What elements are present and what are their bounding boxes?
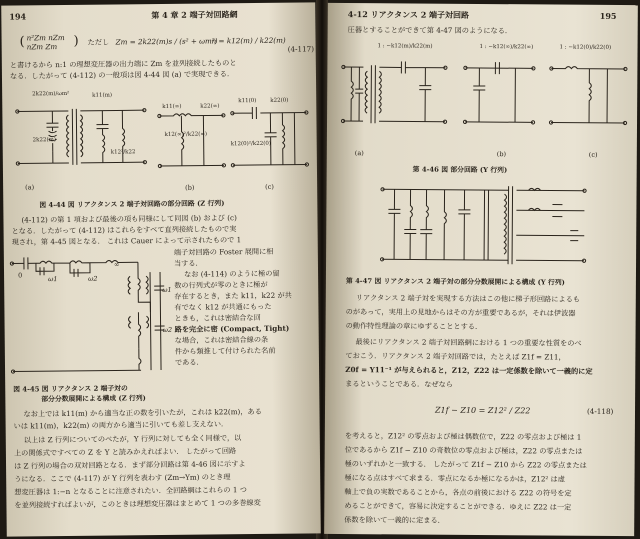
fig-4-46-label-a: (a) bbox=[354, 149, 364, 158]
right-page-number: 195 bbox=[599, 10, 617, 21]
matrix-row-1: n²Zm nZm bbox=[26, 32, 65, 43]
left-para1-line2: なる．したがって (4-112) の一般項は図 4-44 図 (a) で実現できる． bbox=[9, 69, 235, 81]
fig-4-45-caption-1: 図 4-45 図 リアクタンス 2 端子対の bbox=[13, 384, 128, 394]
fig-4-44-label-c: (c) bbox=[265, 182, 274, 191]
fig-4-46-label-b: (b) bbox=[496, 150, 507, 159]
right-page: 4-12 リアクタンス 2 端子対回路 195 圧器とすることができて第 4-47 図のようになる． 1 : −k12(m)/k22(m) 1 : −k12(∞)/k22(∞) 1 : −k12(0)/k22(0) (a) (b) (c) 第 4-46 図 部分回路 (Y 行列) 第 4-47 図 リアクタンス 2 端子対の部分分数展開による構成 (Y 行列) リアクタンス 2 端子対を実現する方法はこの他に梯子形回路によるも のがあって，実用上の見地からはその方が重要であるが，それは伊波器 の動作特性理論の章にゆずることとする． 最後にリアクタンス 2 端子対回路網における 1 つの重要な性質をのべ ておこう．リアクタンス 2 端子対回路では，たとえば Z1f = Z11， Z0f = Y11⁻¹ が与えられると，Z12，Z22 は一定係数を除いて一義的に定 まるということである．なぜなら Z1f − Z10 = Z12² / Z22 (4-118) を考えると，Z12² の零点および極は偶数位で，Z22 の零点および極は 1 位であるから Z1f − Z10 の奇数位の零点および極は，Z22 の零点または 極のいずれかと一致する． したがって Z1f − Z10 から Z22 の零点または 極になる点はすべて求まる．零点になるか極になるかは，Z12² は虚 軸上で負の実数であることから，各点の前後における Z22 の符号を定 めることができて，容易に決定することができる．ゆえに Z22 は一定 係数を除いて一義的に定まる． bbox=[324, 3, 638, 536]
n-definition: n = k12(m) / k22(m) bbox=[211, 35, 286, 46]
fig-4-44-label-b: (b) bbox=[185, 183, 195, 192]
circuit-4-45 bbox=[10, 252, 171, 378]
figure-4-46: 1 : −k12(m)/k22(m) 1 : −k12(∞)/k22(∞) 1 : −k12(0)/k22(0) (a) (b) (c) 第 4-46 図 部分回路 (Y 行列) bbox=[328, 3, 638, 5]
circuit-4-46a bbox=[341, 59, 452, 136]
left-para1-line1: と書けるから n:1 の理想変圧器の出力端に Zm を並列接続したものと bbox=[9, 58, 237, 70]
fig-4-47-caption: 第 4-47 図 リアクタンス 2 端子対の部分分数展開による構成 (Y 行列) bbox=[345, 277, 565, 287]
figure-4-45: 0 ω1 ω2 ∞ ω1 ω2 図 4-45 図 リアクタンス 2 端子対の 部分分数展開による構成 (Z 行列) bbox=[1, 2, 315, 5]
circuit-4-44b bbox=[157, 109, 228, 174]
circuit-4-47 bbox=[380, 179, 591, 268]
equation-number: (4-117) bbox=[287, 44, 315, 54]
left-para2-line3: 現され，第 4-45 図となる． これは Cauer によって示されたもので 1 bbox=[11, 235, 242, 247]
fig-4-45-caption-2: 部分分数展開による構成 (Z 行列) bbox=[41, 394, 146, 404]
left-running-head: 第 4 章 2 端子対回路網 bbox=[151, 9, 238, 21]
zm-definition: Zm = 2k22(m)s / (s² + ωm²) bbox=[115, 36, 218, 47]
fig-4-46-caption: 第 4-46 図 部分回路 (Y 行列) bbox=[412, 165, 508, 175]
right-para0: 圧器とすることができて第 4-47 図のようになる． bbox=[347, 25, 513, 36]
circuit-4-46b bbox=[463, 60, 538, 133]
fig-4-44-label-a: (a) bbox=[25, 183, 35, 192]
tadashi: ただし bbox=[87, 37, 110, 47]
right-running-head: 4-12 リアクタンス 2 端子対回路 bbox=[347, 9, 470, 20]
fig-4-46-label-c: (c) bbox=[588, 150, 598, 159]
fig-4-44-caption: 図 4-44 図 リアクタンス 2 端子対回路の部分回路 (Z 行列) bbox=[39, 199, 225, 210]
figure-4-44: 2k22(m)/ωm² 2k22(m) k12²/k22 k11(m) k11(∞) k12(∞)²/k22(∞) k22(∞) k11(0) k22(0) k12(0)²/k22(0) (a) (b) (c) 図 4-44 図 リアクタンス 2 端子対回路の部分回路 (Z 行列) bbox=[1, 2, 315, 5]
matrix-row-2: nZm Zm bbox=[26, 42, 58, 52]
circuit-4-44c bbox=[230, 106, 311, 173]
circuit-4-44a bbox=[12, 100, 153, 181]
left-page: 194 第 4 章 2 端子対回路網 ( n²Zm nZm nZm Zm ) ただし Zm = 2k22(m)s / (s² + ωm²) n = k12(m) / k22(m) (4-117) と書けるから n:1 の理想変圧器の出力端に Zm を並列接続したものと なる．したがって (4-112) の一般項は図 4-44 図 (a) で実現できる． 2k22(m)/ωm² 2k22(m) k12²/k22 k11(m) k11(∞) k12(∞)²/k22(∞) k22(∞) k11(0) k22(0) k12(0)²/k22(0) (a) (b) (c) 図 4-44 図 リアクタンス 2 端子対回路の部分回路 (Z 行列) (4-112) の第 1 項および最後の項も同様にして同図 (b) および (c) となる．したがって (4-112) はこれらをすべて直列接続したもので実 現され，第 4-45 図となる． これは Cauer によって示されたもので 1 0 ω1 ω2 ∞ ω1 ω2 図 4-45 図 リアクタンス 2 端子対の 部分分数展開による構成 (Z 行列) 端子対回路の Foster 展開に相 当する． なお (4-114) のように極の留 数の行列式が零のときに極が 存在するとき，また k11，k22 が共 有でなく k12 が共通にもった ときも，これは密結合な回 路を完全に密 (Compact, Tight) な場合，これは密結合線の条 件から類推して付けられた名前 である． なお上では k11(m) から適当な正の数を引いたが，これは k22(m)，ある いは k11(m)，k22(m) の両方から適当に引いても差し支えない． 以上は Z 行列についてのべたが，Y 行列に対しても全く同様で，以 上の関係式ですべての Z を Y と読みかえればよい． したがって回路 は Z 行列の場合の双対回路となる．まず部分回路は第 4-46 図に示すよ うになる．ここで (4-117) が Y 行列を表わす (Zm→Ym) のとき理 想変圧器は 1:−n となることに注意されたい．全回路網はこれらの 1 つ を並列接続すればよいが，このときは理想変圧器はまとめて 1 つの多巻線変 bbox=[1, 2, 321, 536]
equation-4-117: ( n²Zm nZm nZm Zm ) ただし Zm = 2k22(m)s / (s² + ωm²) n = k12(m) / k22(m) (4-117) bbox=[19, 32, 315, 54]
circuit-4-46c bbox=[549, 60, 630, 133]
left-para2-line1: (4-112) の第 1 項および最後の項も同様にして同図 (b) および (c) bbox=[21, 213, 237, 225]
equation-4-118-number: (4-118) bbox=[586, 406, 614, 416]
left-page-number: 194 bbox=[9, 11, 27, 22]
left-para2-line2: となる．したがって (4-112) はこれらをすべて直列接続したもので実 bbox=[11, 224, 237, 236]
equation-4-118: Z1f − Z10 = Z12² / Z22 bbox=[434, 405, 531, 416]
